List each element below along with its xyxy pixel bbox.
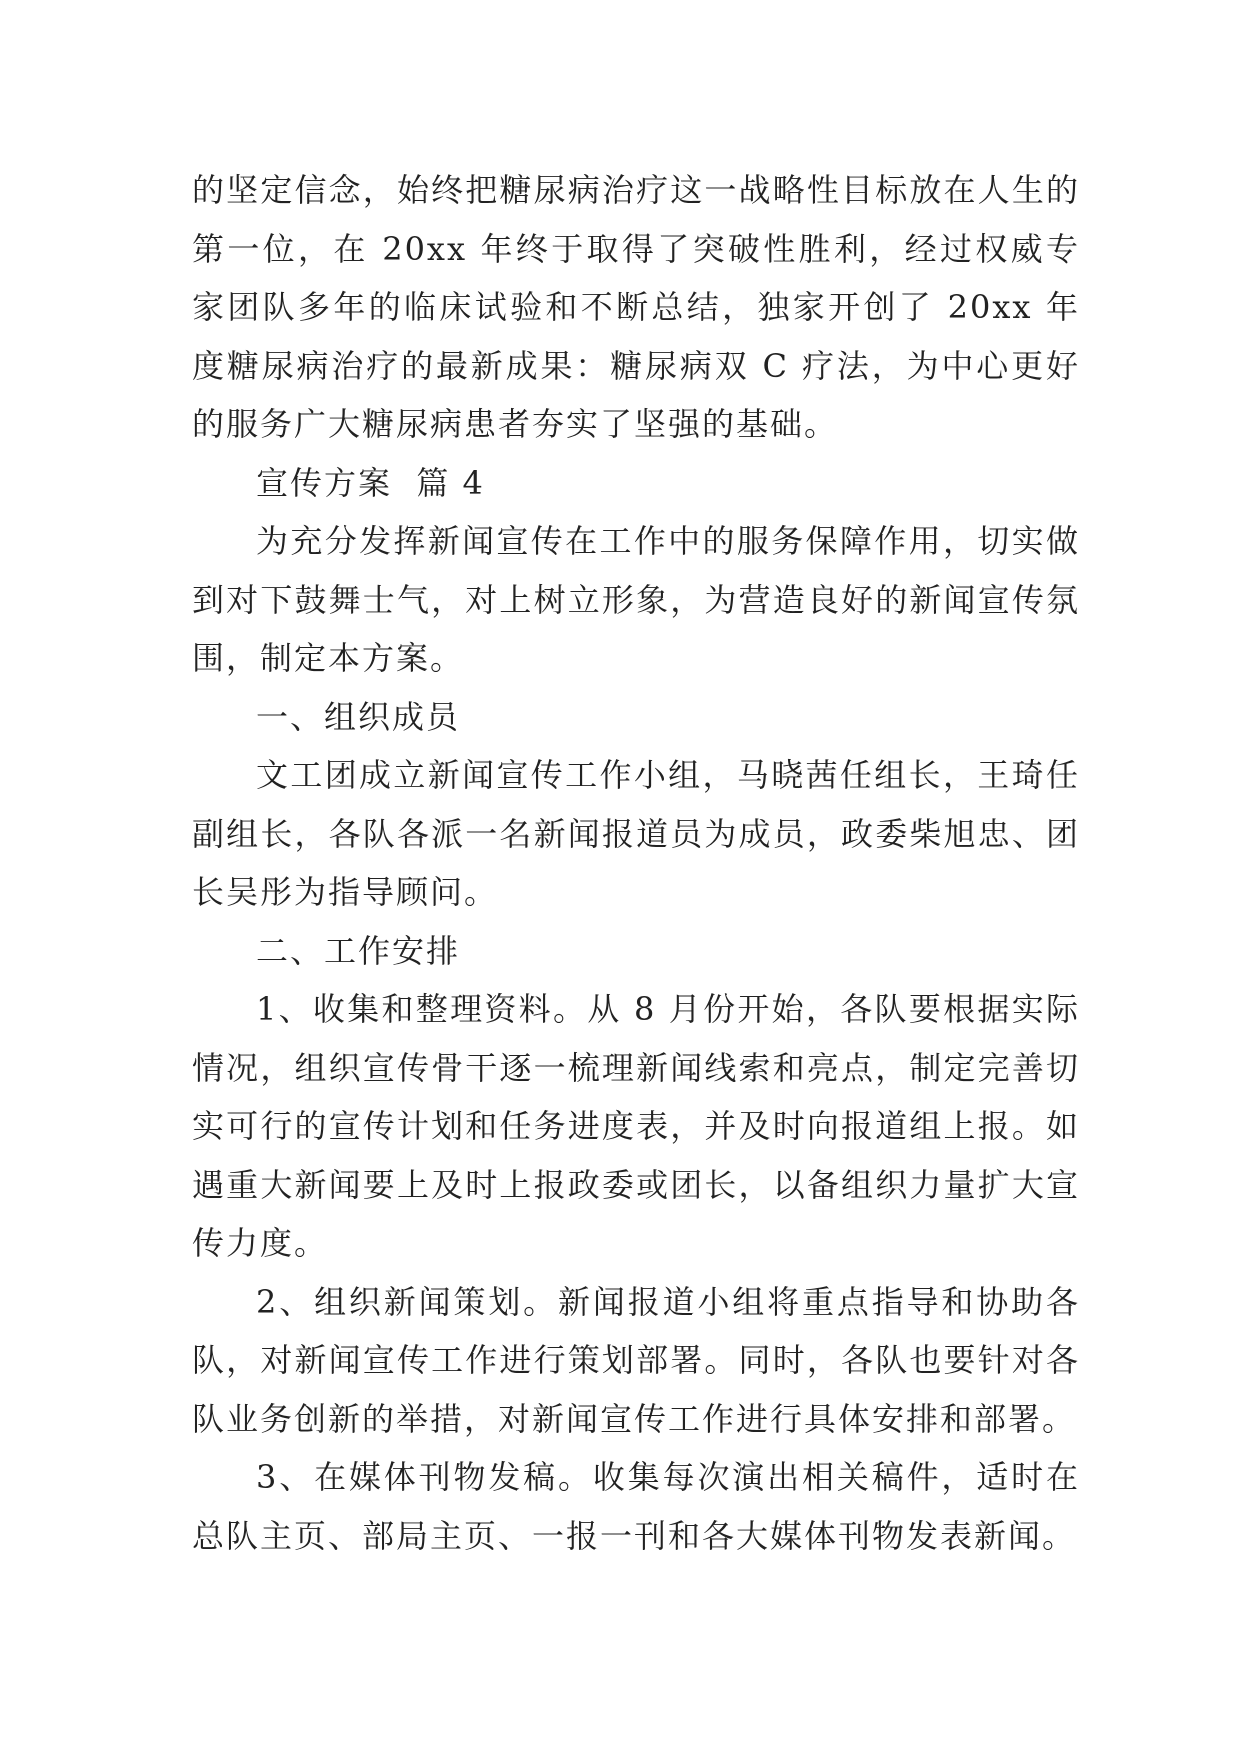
heading-organization-members: 一、组织成员 [256, 697, 461, 736]
heading-work-arrangement: 二、工作安排 [256, 931, 461, 970]
paragraph-purpose: 为充分发挥新闻宣传在工作中的服务保障作用，切实做到对下鼓舞士气，对上树立形象，为营造良好的新闻宣传氛围，制定本方案。 [192, 522, 1080, 677]
document-body [192, 161, 1080, 1565]
paragraph-continuation: 的坚定信念，始终把糖尿病治疗这一战略性目标放在人生的第一位，在 20xx 年终于取得了突破性胜利，经过权威专家团队多年的临床试验和不断总结，独家开创了 20xx 年度糖尿病治疗的最新成果：糖尿病双 C 疗法，为中心更好的服务广大糖尿病患者夯实了坚强的基础。 [192, 171, 1080, 443]
paragraph-item-1: 1、收集和整理资料。从 8 月份开始，各队要根据实际情况，组织宣传骨干逐一梳理新闻线索和亮点，制定完善切实可行的宣传计划和任务进度表，并及时向报道组上报。如遇重大新闻要上及时上报政委或团长，以备组织力量扩大宣传力度。 [192, 990, 1080, 1262]
paragraph-item-3: 3、在媒体刊物发稿。收集每次演出相关稿件，适时在总队主页、部局主页、一报一刊和各大媒体刊物发表新闻。 [192, 1458, 1080, 1555]
section-heading-plan-4: 宣传方案 篇 4 [256, 463, 485, 502]
paragraph-members: 文工团成立新闻宣传工作小组，马晓茜任组长，王琦任副组长，各队各派一名新闻报道员为成员，政委柴旭忠、团长吴彤为指导顾问。 [192, 756, 1080, 911]
paragraph-item-2: 2、组织新闻策划。新闻报道小组将重点指导和协助各队，对新闻宣传工作进行策划部署。同时，各队也要针对各队业务创新的举措，对新闻宣传工作进行具体安排和部署。 [192, 1282, 1080, 1438]
